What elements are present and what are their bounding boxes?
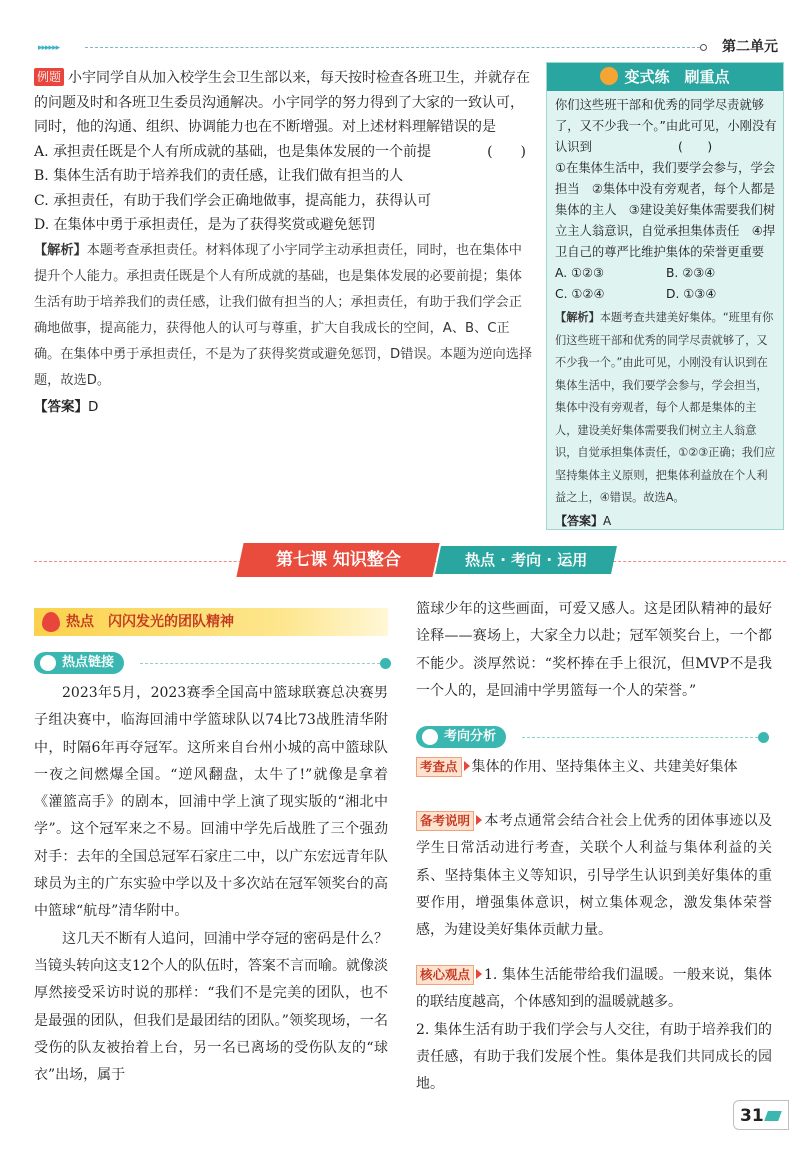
banner-sub-text: 热点 · 考向 · 运用	[464, 551, 588, 569]
page-number-text: 31	[740, 1106, 764, 1126]
compass-icon	[422, 729, 438, 745]
hot-link-pill	[34, 652, 124, 674]
banner-sub	[435, 546, 617, 574]
analysis-text: 本题考查承担责任。材料体现了小宇同学主动承担责任，同时，也在集体中提升个人能力。承担责任既是个人有所成就的基础，也是集体发展的必要前提；集体生活有助于培养我们的责任感，让我们做有担当的人；承担责任，有助于我们学会正确地做事，提高能力，获得他人的认可与尊重，扩大自我成长的空间，A、B、C正确。在集体中勇于承担责任，不是为了获得奖赏或避免惩罚，D错误。本题为逆向选择题，故选D。	[34, 242, 533, 388]
practice-box	[546, 62, 784, 530]
core-view-1	[416, 962, 772, 1017]
core-views-tag: 核心观点	[416, 965, 474, 985]
practice-body	[555, 95, 777, 532]
banner-main	[236, 543, 439, 577]
analysis-pill	[416, 726, 506, 748]
exam-points	[416, 754, 772, 781]
banner-main-text: 第七课 知识整合	[275, 550, 401, 570]
practice-answer-text: A	[603, 513, 612, 528]
practice-options	[555, 263, 777, 305]
hot-paragraph-2: 这几天不断有人追问，回浦中学夺冠的密码是什么？当镜头转向这支12个人的队伍时，答案不言而喻。就像淡厚然接受采访时说的那样：“我们不是完美的团队，也不是最强的团队，但我们是最团结的团队。”领奖现场，一名受伤的队友被抬着上台，另一名已离场的受伤队友的“球衣”出场，属于	[34, 930, 388, 1084]
triangle-icon	[476, 815, 482, 825]
hot-paragraph-1: 2023年5月，2023赛季全国高中篮球联赛总决赛男子组决赛中，临海回浦中学篮球队以74比73战胜清华附中，时隔6年再夺冠军。这所来自台州小城的高中篮球队一夜之间燃爆全国。“逆风翻盘，太牛了!”就像是拿着《灌篮高手》的剧本，回浦中学上演了现实版的“湘北中学”。这个冠军来之不易。回浦中学先后战胜了三个强劲对手：去年的全国总冠军石家庄二中，以广东宏远青年队球员为主的广东实验中学以及十多次站在冠军领奖台的高中篮球“航母”清华附中。	[34, 685, 388, 920]
analysis-divider	[522, 737, 758, 738]
pencil-icon	[764, 1111, 782, 1121]
analysis-label: 【解析】	[34, 242, 87, 258]
core-views	[416, 962, 772, 1098]
example-tag: 例题	[34, 68, 64, 86]
practice-option-a: A. ①②③	[555, 266, 605, 280]
header-arrows: ▸▸▸▸▸▸	[38, 43, 60, 53]
prep-note	[416, 808, 772, 944]
exam-points-text: 集体的作用、坚持集体主义、共建美好集体	[471, 759, 738, 775]
hot-topic-title-text: 热点 闪闪发光的团队精神	[66, 614, 234, 630]
practice-answer-label: 【答案】	[555, 513, 604, 528]
practice-analysis-text: 本题考查共建美好集体。“班里有你们这些班干部和优秀的同学尽责就够了，又不少我一个。”由此可见，小刚没有认识到在集体生活中，我们要学会参与，学会担当，集体中没有旁观者，每个人都是集体的主人，建设美好集体需要我们树立主人翁意识，自觉承担集体责任，①②③正确；我们应坚持集体主义原则，把集体利益放在个人利益之上，④错误。故选A。	[555, 311, 776, 504]
prep-note-text: 本考点通常会结合社会上优秀的团体事迹以及学生日常活动进行考查，关联个人利益与集体利益的关系、坚持集体主义等知识，引导学生认识到美好集体的重要作用，增强集体意识，树立集体观念，激发集体荣誉感，为建设美好集体贡献力量。	[416, 813, 772, 939]
hot-link-text	[34, 680, 388, 1089]
header-dot	[700, 44, 707, 51]
practice-option-d: D. ①③④	[666, 287, 717, 301]
link-icon	[40, 655, 56, 671]
practice-header	[547, 63, 783, 91]
example-block	[34, 66, 534, 420]
practice-statements: ①在集体生活中，我们要学会参与，学会担当 ②集体中没有旁观者，每个人都是集体的主人 ③建设美好集体需要我们树立主人翁意识，自觉承担集体责任 ④捍卫自己的尊严比维护集体的荣誉更重要	[555, 161, 776, 259]
example-option-a: A. 承担责任既是个人有所成就的基础，也是集体发展的一个前提	[34, 143, 432, 160]
example-answer	[34, 394, 534, 420]
flame-icon	[42, 612, 60, 632]
triangle-icon	[464, 761, 470, 771]
hot-link-divider	[140, 663, 380, 664]
example-option-d: D. 在集体中勇于承担责任，是为了获得奖赏或避免惩罚	[34, 217, 376, 233]
example-analysis	[34, 238, 534, 394]
hot-topic-title	[34, 608, 388, 636]
character-icon	[600, 67, 618, 85]
core-view-1-text: 1. 集体生活能带给我们温暖。一般来说，集体的联结度越高，个体感知到的温暖就越多。	[416, 967, 772, 1011]
prep-note-tag: 备考说明	[416, 811, 474, 831]
answer-text: D	[88, 398, 99, 415]
analysis-pill-label: 考向分析	[444, 729, 497, 744]
answer-paren: ( )	[487, 143, 526, 160]
core-view-2: 2. 集体生活有助于我们学会与人交往，有助于培养我们的责任感，有助于我们发展个性。集体是我们共同成长的园地。	[416, 1021, 772, 1093]
answer-label: 【答案】	[34, 398, 88, 415]
practice-answer	[555, 510, 777, 532]
practice-analysis-label: 【解析】	[555, 311, 600, 324]
example-option-c: C. 承担责任，有助于我们学会正确地做事，提高能力，获得认可	[34, 192, 432, 209]
triangle-icon	[476, 969, 482, 979]
page-header	[0, 0, 800, 56]
practice-title: 变式练 刷重点	[624, 68, 730, 86]
example-option-b: B. 集体生活有助于培养我们的责任感，让我们做有担当的人	[34, 168, 404, 184]
hot-continued-text: 篮球少年的这些画面，可爱又感人。这是团队精神的最好诠释——赛场上，大家全力以赴；冠军领奖台上，一个都不能少。淡厚然说：“奖杯捧在手上很沉，但MVP不是我一个人的，是回浦中学男篮每一个人的荣誉。”	[416, 601, 772, 699]
hot-link-label: 热点链接	[62, 655, 115, 670]
exam-points-tag: 考查点	[416, 757, 462, 777]
chevron-down-icon	[380, 658, 391, 669]
practice-question: 你们这些班干部和优秀的同学尽责就够了，又不少我一个。”由此可见，小刚没有认识到 ( )	[555, 98, 777, 154]
practice-analysis	[555, 307, 777, 510]
unit-title: 第二单元	[722, 39, 778, 55]
header-divider	[85, 47, 700, 48]
practice-option-b: B. ②③④	[666, 266, 716, 280]
section-banner	[34, 543, 786, 577]
page-number	[733, 1100, 789, 1130]
chevron-down-icon	[758, 732, 769, 743]
practice-option-c: C. ①②④	[555, 287, 605, 301]
example-question-text: 小宇同学自从加入校学生会卫生部以来，每天按时检查各班卫生，并就存在的问题及时和各班卫生委员沟通解决。小宇同学的努力得到了大家的一致认可，同时，他的沟通、组织、协调能力也在不断增强。对上述材料理解错误的是	[34, 70, 531, 135]
